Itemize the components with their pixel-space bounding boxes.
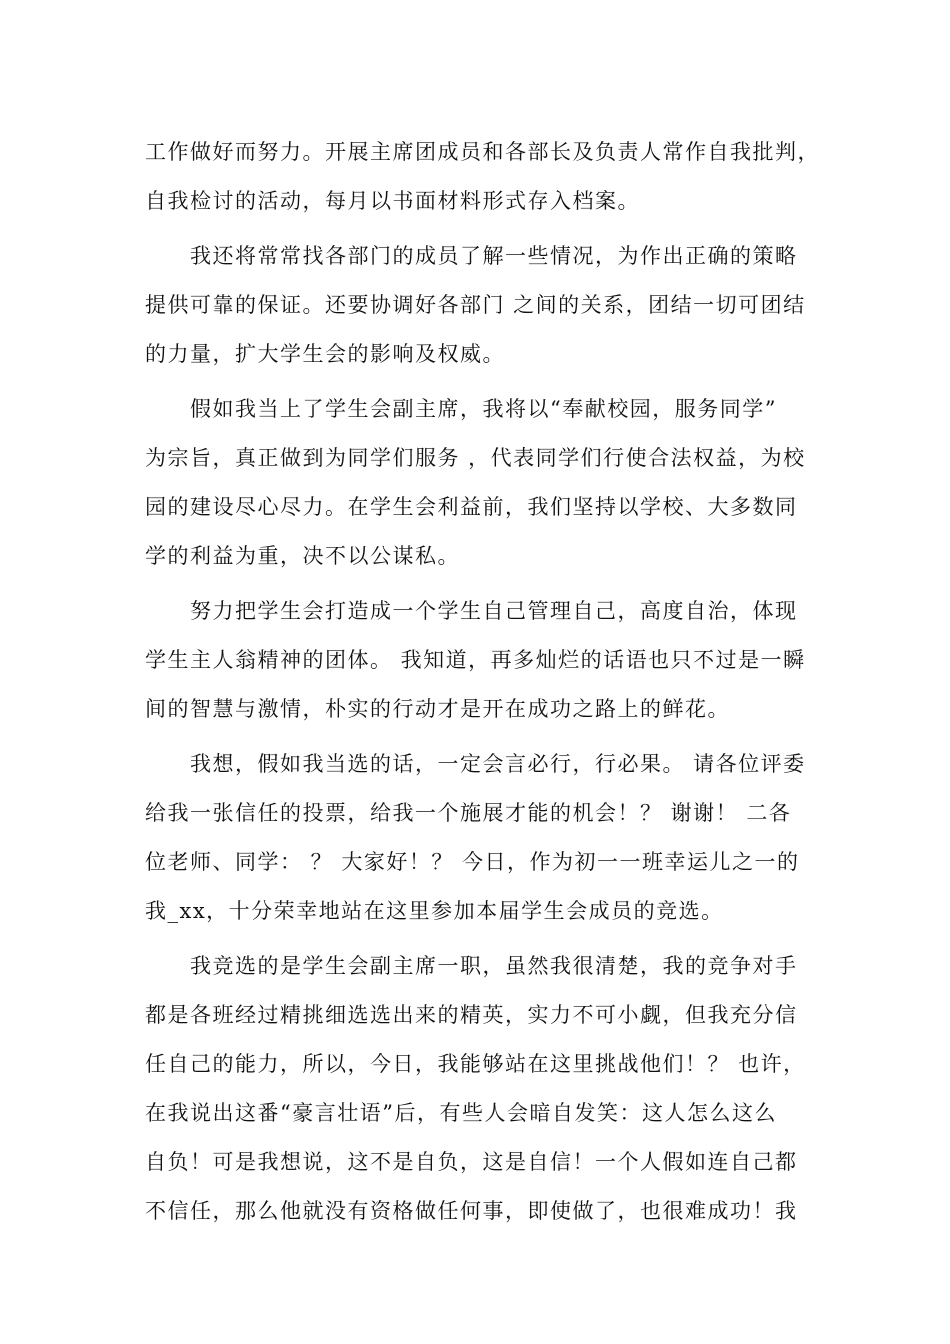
text-line: 间的智慧与激情，朴实的行动才是开在成功之路上的鲜花。 bbox=[145, 697, 730, 721]
text-line: 我想，假如我当选的话，一定会言必行，行必果。 请各位评委 bbox=[190, 752, 806, 776]
paragraph bbox=[145, 587, 811, 734]
text-line: 为宗旨，真正做到为同学们服务 ，代表同学们行使合法权益，为校 bbox=[145, 446, 806, 470]
paragraph bbox=[145, 385, 811, 581]
text-line: 我竞选的是学生会副主席一职，虽然我很清楚，我的竞争对手 bbox=[190, 954, 798, 978]
text-line: 不信任，那么他就没有资格做任何事，即使做了，也很难成功！我 bbox=[145, 1199, 798, 1223]
text-line: 在我说出这番“豪言壮语”后，有些人会暗自发笑：这人怎么这么 bbox=[145, 1101, 777, 1125]
text-line: 提供可靠的保证。还要协调好各部门 之间的关系，团结一切可团结 bbox=[145, 293, 806, 317]
text-line: 假如我当上了学生会副主席，我将以“奉献校园，服务同学” bbox=[190, 397, 777, 421]
text-line: 我_xx，十分荣幸地站在这里参加本届学生会成员的竞选。 bbox=[145, 899, 724, 923]
text-line: 自我检讨的活动，每月以书面材料形式存入档案。 bbox=[145, 189, 640, 213]
text-line: 自负！可是我想说，这不是自负，这是自信！一个人假如连自己都 bbox=[145, 1150, 798, 1174]
paragraph bbox=[145, 942, 811, 1236]
text-line: 学生主人翁精神的团体。 我知道，再多灿烂的话语也只不过是一瞬 bbox=[145, 648, 806, 672]
text-line: 我还将常常找各部门的成员了解一些情况，为作出正确的策略 bbox=[190, 244, 798, 268]
text-line: 学的利益为重，决不以公谋私。 bbox=[145, 544, 460, 568]
paragraph bbox=[145, 128, 820, 226]
paragraph bbox=[145, 740, 811, 936]
text-line: 园的建设尽心尽力。在学生会利益前，我们坚持以学校、大多数同 bbox=[145, 495, 798, 519]
text-line: 位老师、同学： ？ 大家好！？ 今日，作为初一一班幸运儿之一的 bbox=[145, 850, 800, 874]
text-line: 的力量，扩大学生会的影响及权威。 bbox=[145, 342, 505, 366]
body-text bbox=[145, 128, 820, 1242]
text-line: 努力把学生会打造成一个学生自己管理自己，高度自治，体现 bbox=[190, 599, 798, 623]
text-line: 工作做好而努力。开展主席团成员和各部长及负责人常作自我批判， bbox=[145, 140, 820, 164]
text-line: 都是各班经过精挑细选选出来的精英，实力不可小觑，但我充分信 bbox=[145, 1003, 798, 1027]
text-line: 给我一张信任的投票，给我一个施展才能的机会！？ 谢谢！ 二各 bbox=[145, 801, 792, 825]
paragraph bbox=[145, 232, 811, 379]
text-line: 任自己的能力，所以，今日，我能够站在这里挑战他们！？ 也许， bbox=[145, 1052, 806, 1076]
